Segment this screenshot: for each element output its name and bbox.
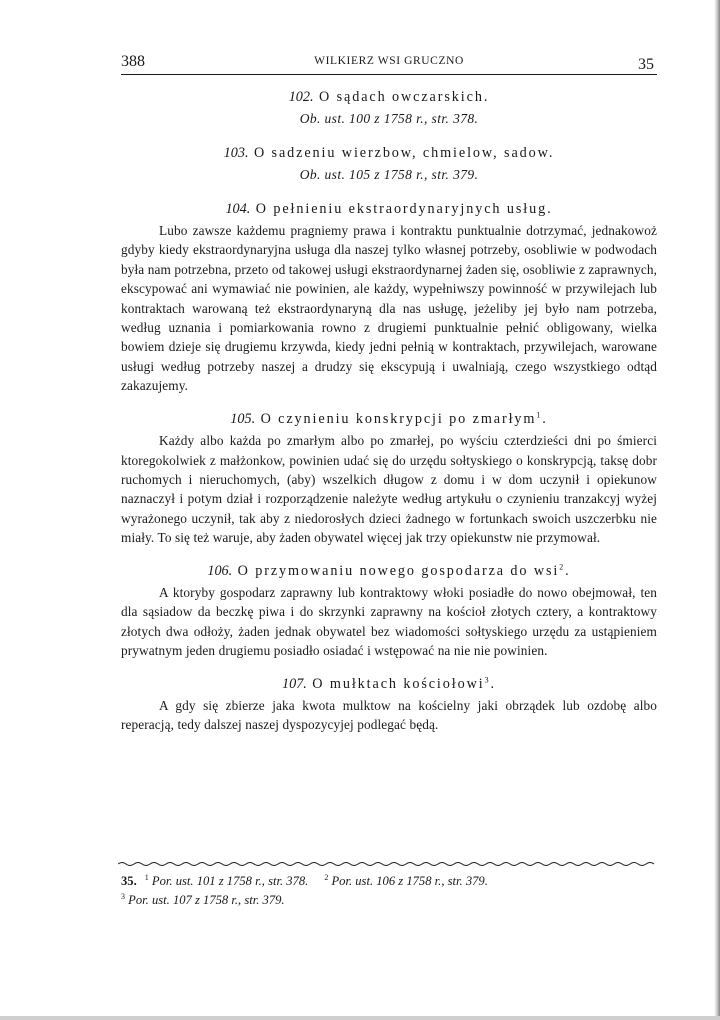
- section-number: 105.: [230, 410, 256, 427]
- section-heading: O sądach owczarskich.: [318, 89, 490, 105]
- section-heading-end: .: [490, 675, 496, 692]
- section-heading-end: .: [542, 410, 548, 427]
- document-body: [121, 84, 657, 749]
- section-title: [121, 675, 657, 694]
- page-header: [121, 52, 657, 75]
- footnote-mark: 1: [536, 409, 543, 419]
- footnotes: [121, 872, 657, 910]
- section-title: [121, 410, 657, 429]
- footnote-2: Por. ust. 106 z 1758 r., str. 379.: [331, 874, 488, 888]
- footnote-mark: 1: [144, 872, 149, 882]
- page-number: 388: [121, 53, 145, 70]
- section-heading: O sadzeniu wierzbow, chmielow, sadow.: [253, 144, 555, 161]
- section-heading-end: .: [565, 562, 571, 579]
- section-paragraph: Lubo zawsze każdemu pragniemy prawa i kontraktu punktualnie dotrzymać, jednakowoż gdyby kiedy ekstraordynaryjna usługa dla naszej tylko własnej potrzeby, osobliwie w podwodach była nam potrzebna, przeto od takowej usługi ekstraordynarnej żaden się, osobliwie z zaprawnych, ekscypować ani wymawiać nie powinien, ale każdy, wypełniwszy powinność w przywilejach lub kontraktach warowaną też ekstraordynaryną dla nas usługę, jeżeliby jej było nam potrzeba, według uznania i pomiarkowania rowno z drugiemi punktualnie pełnić obligowany, wielka bowiem dzieje się drugiemu krzywda, kiedy jedni pełnią w kontraktach, przywilejach, warowane usługi według potrzeby naszej a drudzy się ekscypują i uwalniają, czego wszystkiego odtąd zakazujemy.: [121, 223, 657, 394]
- footnote-mark: 2: [559, 561, 566, 571]
- section-title: [121, 200, 657, 219]
- footnote-line: [121, 872, 657, 891]
- section-paragraph: A ktoryby gospodarz zaprawny lub kontraktowy włoki posiadłe do nowo obejmował, ten dla sąsiadow da beczkę piwa i do skrzynki zaprawny na kościoł złotych cztery, a kontraktowy złotych dwa odłoży, żaden jednak obywatel bez wiadomości sołtyskiego urzędu za ustąpieniem prywatnym jeden drugiemu posiadło osiadać i wstępować na nie nie powinien.: [121, 584, 657, 659]
- section-number: 107.: [282, 675, 307, 692]
- footnote-separator: [118, 860, 658, 868]
- section-heading: O pełnieniu ekstraordynaryjnych usług.: [255, 200, 553, 217]
- page-bottom-edge: [0, 1016, 720, 1020]
- section-number: 106.: [207, 562, 233, 579]
- footnote-mark: 3: [121, 891, 125, 901]
- section-title: [121, 144, 657, 163]
- section-number: 103.: [223, 144, 249, 161]
- printer-signature: 35.: [121, 874, 137, 888]
- sheet-number: 35: [638, 56, 654, 73]
- footnote-mark: 2: [324, 872, 329, 882]
- section-number: 102.: [288, 89, 314, 105]
- section-number: 104.: [225, 200, 251, 217]
- section-heading: O mułktach kościołowi: [312, 675, 485, 692]
- footnote-1: Por. ust. 101 z 1758 r., str. 378.: [151, 874, 309, 888]
- section-heading: O czynieniu konskrypcji po zmarłym: [260, 410, 537, 427]
- cross-reference: Ob. ust. 100 z 1758 r., str. 378.: [299, 111, 479, 127]
- section-heading: O przymowaniu nowego gospodarza do wsi: [237, 562, 560, 579]
- section-title: [121, 88, 657, 107]
- page-edge-shadow: [714, 0, 720, 1020]
- section-paragraph: A gdy się zbierze jaka kwota mulktow na kościelny jaki obrządek lub ozdobę albo reperacją, tedy dalszej naszej dyspozycyjej podlegać będą.: [121, 697, 657, 733]
- section-title: [121, 562, 657, 581]
- cross-reference: Ob. ust. 105 z 1758 r., str. 379.: [299, 167, 479, 183]
- footnote-3: Por. ust. 107 z 1758 r., str. 379.: [128, 893, 285, 907]
- footnote-mark: 3: [484, 674, 491, 684]
- running-title: WILKIERZ WSI GRUCZNO: [314, 55, 464, 67]
- section-paragraph: Każdy albo każda po zmarłym albo po zmarłej, po wyściu czterdzieści dni po śmierci ktoregokolwiek z małżonkow, powinien udać się do urzędu sołtyskiego o konskrypcją, taksę dobr ruchomych i nieruchomych, (aby) wszelkich długow z domu i w dom uczynił i opiekunow naznaczył i potym dział i rozporządzenie należyte według artykułu o czynieniu tranzakcyj wyżej wyrażonego uczynił, tak aby z niedorosłych dzieci żadnego w fortunkach swoich uszczerbku nie miały. To się też waruje, aby żaden obywatel więcej jak trzy opiekunstw nie przymował.: [121, 433, 657, 546]
- footnote-line: [121, 891, 657, 910]
